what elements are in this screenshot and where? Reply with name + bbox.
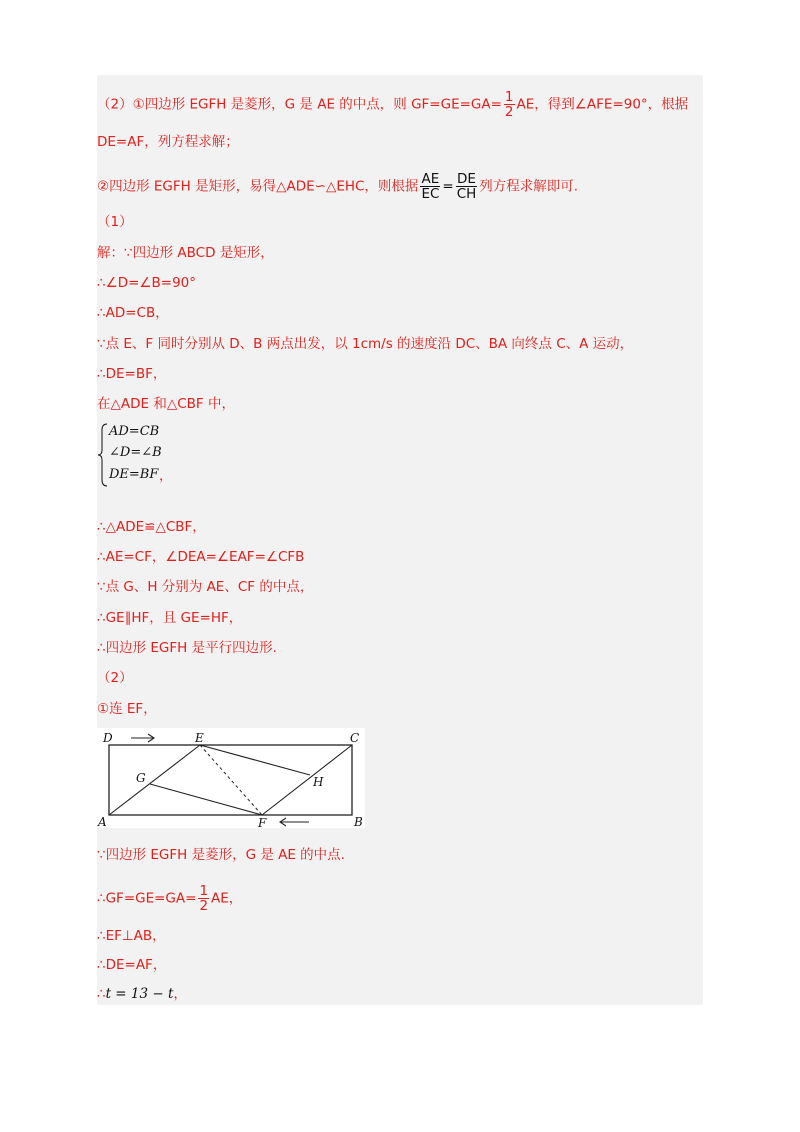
label-e: E <box>195 731 204 745</box>
hint-line-1 <box>97 90 688 119</box>
hint-line-3 <box>97 172 578 201</box>
content-panel <box>97 75 703 1005</box>
solution-line: 解：∵四边形 ABCD 是矩形， <box>97 245 274 261</box>
solution-line: ∴△ADE≌△CBF， <box>97 519 206 535</box>
hint-line-2: DE=AF，列方程求解； <box>97 134 239 150</box>
system-row: ∠D=∠B <box>109 445 162 460</box>
rectangle-diagram <box>97 728 365 828</box>
fraction <box>198 884 209 913</box>
label-g: G <box>136 771 146 785</box>
part2-label: （2） <box>97 670 133 686</box>
solution-line: ①连 EF， <box>97 701 157 717</box>
solution-line: ∵点 E、F 同时分别从 D、B 两点出发，以 1cm/s 的速度沿 DC、BA 向终点 C、A 运动， <box>97 336 634 352</box>
fraction-numerator: 1 <box>199 883 209 899</box>
hint-text: ②四边形 EGFH 是矩形，易得△ADE∽△EHC，则根据 <box>97 178 419 195</box>
fraction <box>456 172 478 201</box>
fraction-numerator: AE <box>421 171 440 187</box>
fraction-denominator: CH <box>456 186 477 202</box>
solution-text: ∴ <box>97 986 106 1002</box>
brace-icon <box>97 422 109 488</box>
fraction-numerator: DE <box>457 171 476 187</box>
fraction-denominator: 2 <box>199 898 209 914</box>
fraction-denominator: 2 <box>504 104 514 120</box>
system-row: DE=BF <box>109 467 159 482</box>
hint-text: （2）①四边形 EGFH 是菱形，G 是 AE 的中点，则 GF=GE=GA= <box>97 96 502 113</box>
label-d: D <box>103 731 113 745</box>
solution-line: ∴AD=CB， <box>97 305 169 321</box>
fraction <box>504 90 515 119</box>
solution-line: ∴AE=CF，∠DEA=∠EAF=∠CFB <box>97 549 305 565</box>
solution-line: ∴EF⊥AB， <box>97 928 166 944</box>
part1-label: （1） <box>97 214 133 230</box>
label-b: B <box>354 815 363 828</box>
system-row: AD=CB <box>109 424 160 439</box>
equals-sign: = <box>442 178 454 195</box>
solution-text: ， <box>173 986 187 1002</box>
label-f: F <box>258 816 267 828</box>
equation: t = 13 − t <box>105 986 174 1002</box>
solution-line <box>97 985 187 1003</box>
hint-text: AE，得到∠AFE=90°，根据 <box>516 96 689 113</box>
solution-line: 在△ADE 和△CBF 中， <box>97 396 235 412</box>
solution-text: ∴GF=GE=GA= <box>97 890 197 907</box>
geometry-figure <box>97 728 365 828</box>
fraction-denominator: EC <box>421 186 440 202</box>
solution-line: ∵点 G、H 分别为 AE、CF 的中点， <box>97 579 314 595</box>
solution-text: AE， <box>211 890 243 907</box>
label-h: H <box>313 775 324 789</box>
fraction-numerator: 1 <box>504 89 514 105</box>
solution-line: ∴DE=AF， <box>97 957 167 973</box>
solution-line <box>97 884 242 913</box>
fraction <box>420 172 440 201</box>
solution-line: ∴GE∥HF，且 GE=HF， <box>97 610 243 626</box>
label-a: A <box>98 815 107 828</box>
solution-line: ∴∠D=∠B=90° <box>97 275 197 291</box>
equation-system <box>97 422 237 488</box>
system-tail: ， <box>159 468 173 484</box>
solution-line: ∵四边形 EGFH 是菱形，G 是 AE 的中点. <box>97 847 345 863</box>
solution-line: ∴四边形 EGFH 是平行四边形. <box>97 640 277 656</box>
hint-text: 列方程求解即可. <box>479 178 579 195</box>
solution-line: ∴DE=BF， <box>97 366 167 382</box>
label-c: C <box>350 731 360 745</box>
